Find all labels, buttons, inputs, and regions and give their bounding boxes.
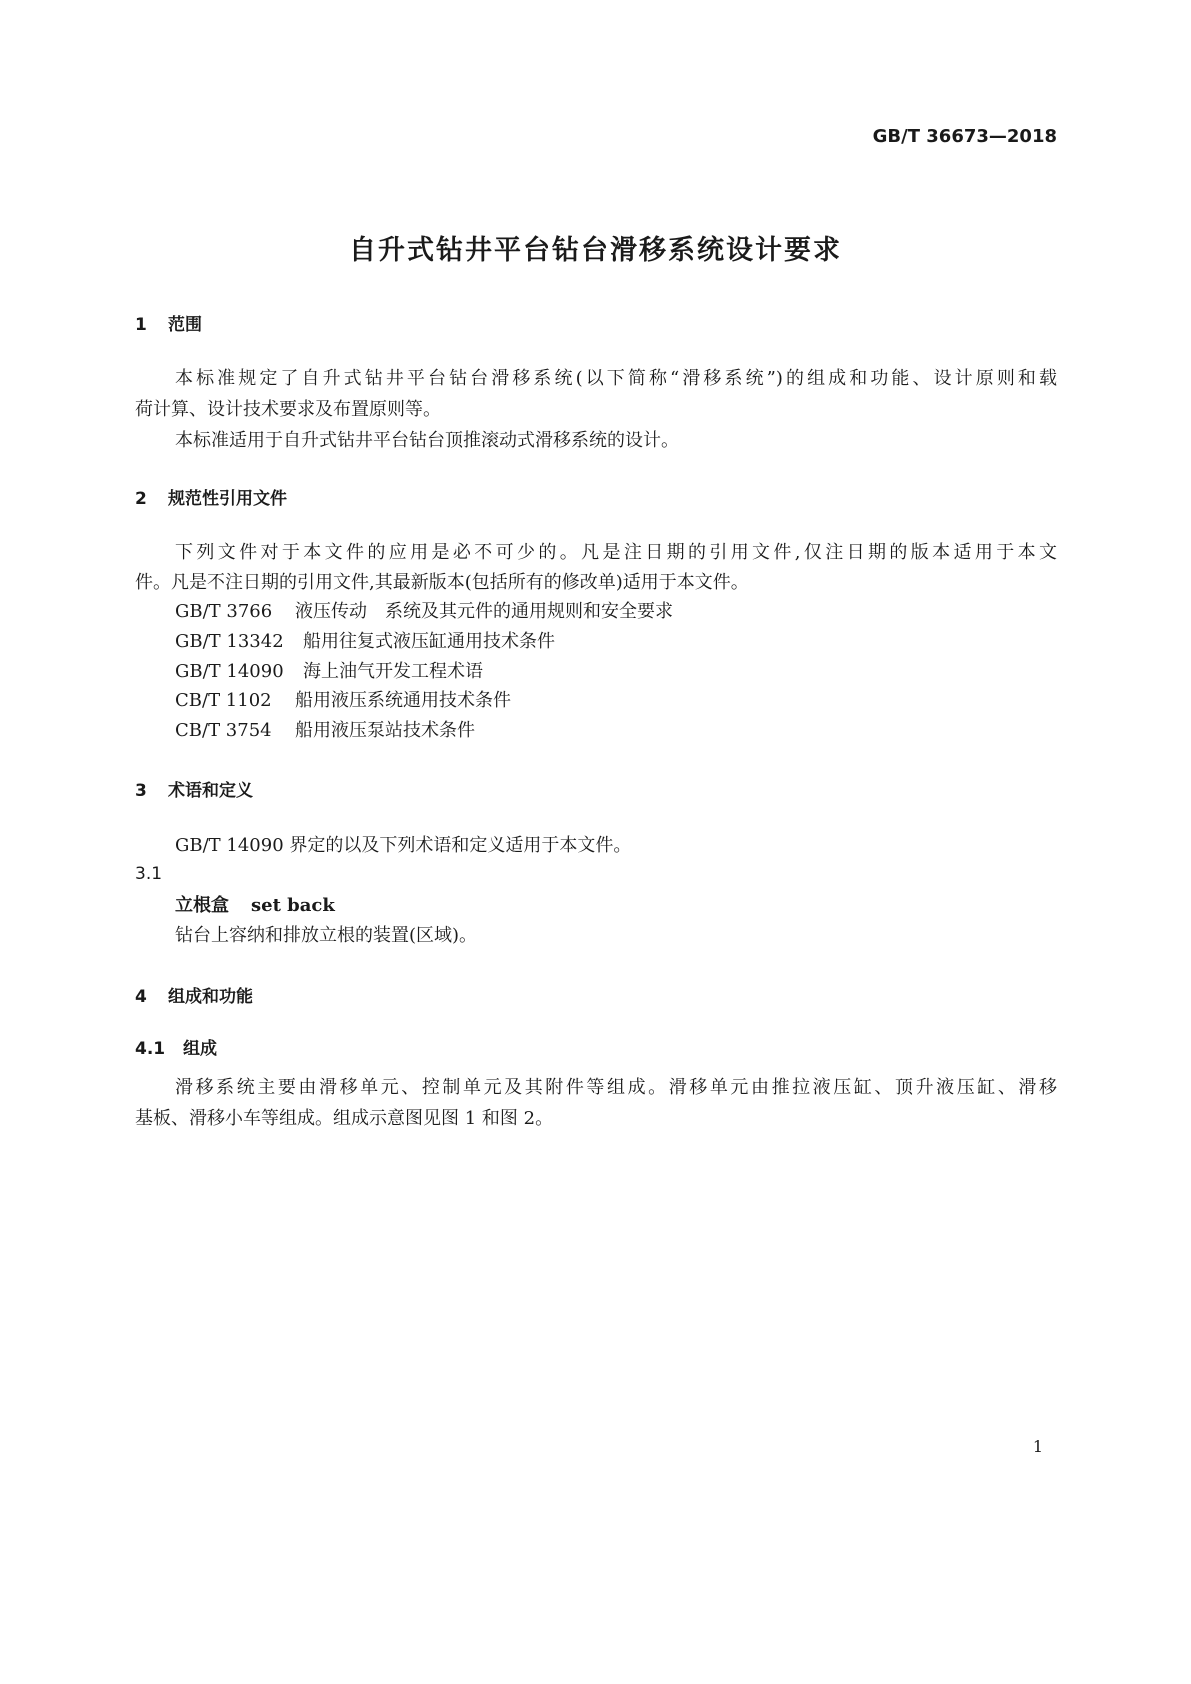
section-number: 3 xyxy=(135,781,147,801)
section-1-heading xyxy=(135,310,202,335)
reference-item xyxy=(175,686,511,712)
term-definition: 钻台上容纳和排放立根的装置(区域)。 xyxy=(175,925,478,946)
subsection-title: 组成 xyxy=(183,1039,217,1059)
subsection-4-1-heading xyxy=(135,1034,217,1059)
section-title: 范围 xyxy=(168,315,202,335)
section-3-paragraph-1: GB/T 14090 界定的以及下列术语和定义适用于本文件。 xyxy=(175,835,632,856)
section-4-paragraph-1-line-2: 基板、滑移小车等组成。组成示意图见图 1 和图 2。 xyxy=(135,1108,554,1129)
section-2-paragraph-1-line-2: 件。凡是不注日期的引用文件,其最新版本(包括所有的修改单)适用于本文件。 xyxy=(135,572,749,593)
reference-item xyxy=(175,597,673,623)
section-number: 4 xyxy=(135,987,147,1007)
section-number: 2 xyxy=(135,489,147,509)
subsection-number: 4.1 xyxy=(135,1039,166,1059)
page-number: 1 xyxy=(1032,1437,1043,1456)
section-1-paragraph-2: 本标准适用于自升式钻井平台钻台顶推滚动式滑移系统的设计。 xyxy=(175,430,679,451)
term-english: set back xyxy=(251,895,335,916)
term-clause-number: 3.1 xyxy=(135,864,163,884)
section-title: 术语和定义 xyxy=(168,781,253,801)
reference-item xyxy=(175,716,475,742)
term-chinese: 立根盒 xyxy=(175,895,229,916)
reference-code: CB/T 3754 xyxy=(175,720,272,741)
reference-code: GB/T 14090 xyxy=(175,661,284,682)
section-3-heading xyxy=(135,776,253,801)
reference-title: 液压传动 系统及其元件的通用规则和安全要求 xyxy=(295,601,673,622)
reference-item xyxy=(175,627,555,653)
section-title: 组成和功能 xyxy=(168,987,253,1007)
reference-item xyxy=(175,657,483,683)
section-title: 规范性引用文件 xyxy=(168,489,287,509)
section-2-heading xyxy=(135,484,287,509)
section-4-heading xyxy=(135,982,253,1007)
standard-code: GB/T 36673—2018 xyxy=(872,126,1057,147)
reference-title: 船用液压系统通用技术条件 xyxy=(295,690,511,711)
document-title: 自升式钻井平台钻台滑移系统设计要求 xyxy=(349,235,842,266)
reference-title: 船用液压泵站技术条件 xyxy=(295,720,475,741)
section-number: 1 xyxy=(135,315,147,335)
reference-code: CB/T 1102 xyxy=(175,690,272,711)
reference-code: GB/T 13342 xyxy=(175,631,284,652)
section-1-paragraph-1-line-1: 本标准规定了自升式钻井平台钻台滑移系统(以下简称“滑移系统”)的组成和功能、设计原则和载 xyxy=(175,368,1057,389)
reference-title: 海上油气开发工程术语 xyxy=(303,661,483,682)
term-entry xyxy=(175,891,335,917)
section-4-paragraph-1-line-1: 滑移系统主要由滑移单元、控制单元及其附件等组成。滑移单元由推拉液压缸、顶升液压缸、滑移 xyxy=(175,1077,1057,1098)
section-2-paragraph-1-line-1: 下列文件对于本文件的应用是必不可少的。凡是注日期的引用文件,仅注日期的版本适用于本文 xyxy=(175,542,1057,563)
reference-code: GB/T 3766 xyxy=(175,601,273,622)
reference-title: 船用往复式液压缸通用技术条件 xyxy=(303,631,555,652)
section-1-paragraph-1-line-2: 荷计算、设计技术要求及布置原则等。 xyxy=(135,399,441,420)
